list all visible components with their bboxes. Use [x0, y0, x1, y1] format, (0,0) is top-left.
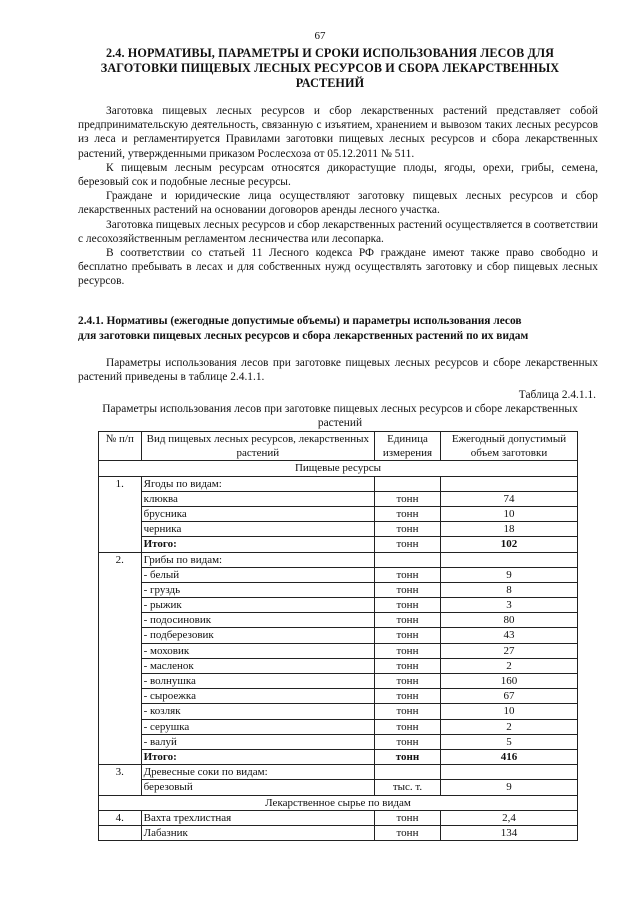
resource-name: - подберезовик: [141, 628, 374, 643]
table-row: [99, 719, 578, 734]
page-number: 67: [314, 30, 326, 42]
unit-cell: [375, 765, 441, 780]
unit-cell: тонн: [375, 810, 441, 825]
value-cell: 43: [440, 628, 577, 643]
unit-cell: [375, 476, 441, 491]
resource-name: - козляк: [141, 704, 374, 719]
header-kind: Вид пищевых лесных ресурсов, лекарственных растений: [141, 432, 374, 461]
row-number: 4.: [99, 810, 142, 825]
resource-name: - сыроежка: [141, 689, 374, 704]
unit-cell: тонн: [375, 522, 441, 537]
table-row: [99, 628, 578, 643]
table-row: [99, 582, 578, 597]
section-row: [99, 461, 578, 476]
value-cell: 9: [440, 567, 577, 582]
header-volume: Ежегодный допустимый объем заготовки: [440, 432, 577, 461]
row-number: [99, 825, 142, 840]
table-caption: Параметры использования лесов при заготовке пищевых лесных ресурсов и сборе лекарственных растений: [102, 403, 578, 429]
unit-cell: тонн: [375, 734, 441, 749]
paragraph: Граждане и юридические лица осуществляют заготовку пищевых лесных ресурсов и сбор лекарственных растений на основании договоров аренды лесного участка.: [78, 190, 598, 217]
table-row: [99, 674, 578, 689]
unit-cell: тонн: [375, 825, 441, 840]
unit-cell: тонн: [375, 537, 441, 552]
group-title-row: [99, 476, 578, 491]
row-number: 1.: [99, 476, 142, 552]
row-number: 2.: [99, 552, 142, 765]
total-label: Итого:: [141, 537, 374, 552]
value-cell: 74: [440, 491, 577, 506]
resource-name: - волнушка: [141, 674, 374, 689]
paragraph: К пищевым лесным ресурсам относятся дикорастущие плоды, ягоды, орехи, грибы, семена, березовый сок и подобные лесные ресурсы.: [78, 161, 598, 189]
value-cell: [440, 765, 577, 780]
section-row: [99, 795, 578, 810]
value-cell: 3: [440, 598, 577, 613]
table-row: [99, 734, 578, 749]
resource-name: - подосиновик: [141, 613, 374, 628]
group-title: Ягоды по видам:: [141, 476, 374, 491]
unit-cell: тонн: [375, 674, 441, 689]
value-cell: 5: [440, 734, 577, 749]
unit-cell: тонн: [375, 506, 441, 521]
table-header-row: [99, 432, 578, 461]
unit-cell: тонн: [375, 689, 441, 704]
group-title: Грибы по видам:: [141, 552, 374, 567]
table-row: [99, 598, 578, 613]
unit-cell: тыс. т.: [375, 780, 441, 795]
resource-name: - белый: [141, 567, 374, 582]
header-unit: Единица измерения: [375, 432, 441, 461]
resource-name: - масленок: [141, 658, 374, 673]
unit-cell: тонн: [375, 491, 441, 506]
resource-name: брусника: [141, 506, 374, 521]
unit-cell: тонн: [375, 567, 441, 582]
value-cell: 10: [440, 704, 577, 719]
value-cell: [440, 476, 577, 491]
value-cell: 27: [440, 643, 577, 658]
resource-name: - груздь: [141, 582, 374, 597]
unit-cell: тонн: [375, 704, 441, 719]
total-value: 416: [440, 749, 577, 764]
intro-text: [78, 356, 598, 384]
table-row: [99, 658, 578, 673]
total-row: [99, 537, 578, 552]
resource-name: черника: [141, 522, 374, 537]
value-cell: 134: [440, 825, 577, 840]
unit-cell: тонн: [375, 658, 441, 673]
table-row: [99, 689, 578, 704]
table-row: [99, 506, 578, 521]
resource-name: клюква: [141, 491, 374, 506]
value-cell: 2,4: [440, 810, 577, 825]
section-food: Пищевые ресурсы: [99, 461, 578, 476]
paragraph: В соответствии со статьей 11 Лесного кодекса РФ граждане имеют также право свободно и бесплатно пребывать в лесах и для собственных нужд осуществлять заготовку и сбор пищевых лесных ресурсов.: [78, 247, 598, 288]
table-reference: Таблица 2.4.1.1.: [518, 389, 596, 401]
paragraph: Параметры использования лесов при заготовке пищевых лесных ресурсов и сборе лекарственных растений приведены в таблице 2.4.1.1.: [78, 357, 598, 384]
paragraph: Заготовка пищевых лесных ресурсов и сбор лекарственных растений осуществляется в соответствии с лесохозяйственным регламентом лесничества или лесопарка.: [78, 218, 598, 245]
resource-name: - валуй: [141, 734, 374, 749]
group-title: Древесные соки по видам:: [141, 765, 374, 780]
body-text: [78, 104, 598, 289]
value-cell: [440, 552, 577, 567]
resource-name: - моховик: [141, 643, 374, 658]
resources-table: [98, 431, 578, 841]
value-cell: 67: [440, 689, 577, 704]
unit-cell: тонн: [375, 643, 441, 658]
subsection-heading-line: 2.4.1. Нормативы (ежегодные допустимые объемы) и параметры использования лесов: [78, 315, 522, 327]
value-cell: 80: [440, 613, 577, 628]
resource-name: - серушка: [141, 719, 374, 734]
value-cell: 2: [440, 719, 577, 734]
total-row: [99, 749, 578, 764]
table-row: [99, 491, 578, 506]
unit-cell: тонн: [375, 582, 441, 597]
row-number: 3.: [99, 765, 142, 795]
unit-cell: тонн: [375, 749, 441, 764]
value-cell: 10: [440, 506, 577, 521]
unit-cell: тонн: [375, 719, 441, 734]
paragraph: Заготовка пищевых лесных ресурсов и сбор лекарственных растений представляет собой предпринимательскую деятельность, связанную с изъятием, хранением и вывозом таких лесных ресурсов из леса и регламентируется Правилами заготовки пищевых лесных ресурсов и сбора лекарственных растений, утвержденными приказом Рослесхоза от 05.12.2011 № 511.: [78, 105, 598, 160]
unit-cell: тонн: [375, 598, 441, 613]
group-title-row: [99, 765, 578, 780]
section-heading: 2.4. НОРМАТИВЫ, ПАРАМЕТРЫ И СРОКИ ИСПОЛЬЗОВАНИЯ ЛЕСОВ ДЛЯ ЗАГОТОВКИ ПИЩЕВЫХ ЛЕСНЫХ РЕСУРСОВ И СБОРА ЛЕКАРСТВЕННЫХ РАСТЕНИЙ: [100, 46, 560, 90]
value-cell: 160: [440, 674, 577, 689]
section-medicinal: Лекарственное сырье по видам: [99, 795, 578, 810]
table-row: [99, 567, 578, 582]
value-cell: 9: [440, 780, 577, 795]
unit-cell: тонн: [375, 628, 441, 643]
table-row: [99, 704, 578, 719]
table-row: [99, 825, 578, 840]
table-row: [99, 643, 578, 658]
table-row: [99, 780, 578, 795]
resource-name: Вахта трехлистная: [141, 810, 374, 825]
value-cell: 8: [440, 582, 577, 597]
total-label: Итого:: [141, 749, 374, 764]
total-value: 102: [440, 537, 577, 552]
table-row: [99, 522, 578, 537]
value-cell: 18: [440, 522, 577, 537]
table-row: [99, 810, 578, 825]
value-cell: 2: [440, 658, 577, 673]
resource-name: Лабазник: [141, 825, 374, 840]
unit-cell: тонн: [375, 613, 441, 628]
unit-cell: [375, 552, 441, 567]
table-row: [99, 613, 578, 628]
subsection-heading-line: для заготовки пищевых лесных ресурсов и сбора лекарственных растений по их видам: [78, 329, 529, 342]
subsection-heading: [78, 314, 598, 343]
header-num: № п/п: [99, 432, 142, 461]
group-title-row: [99, 552, 578, 567]
resource-name: березовый: [141, 780, 374, 795]
resource-name: - рыжик: [141, 598, 374, 613]
